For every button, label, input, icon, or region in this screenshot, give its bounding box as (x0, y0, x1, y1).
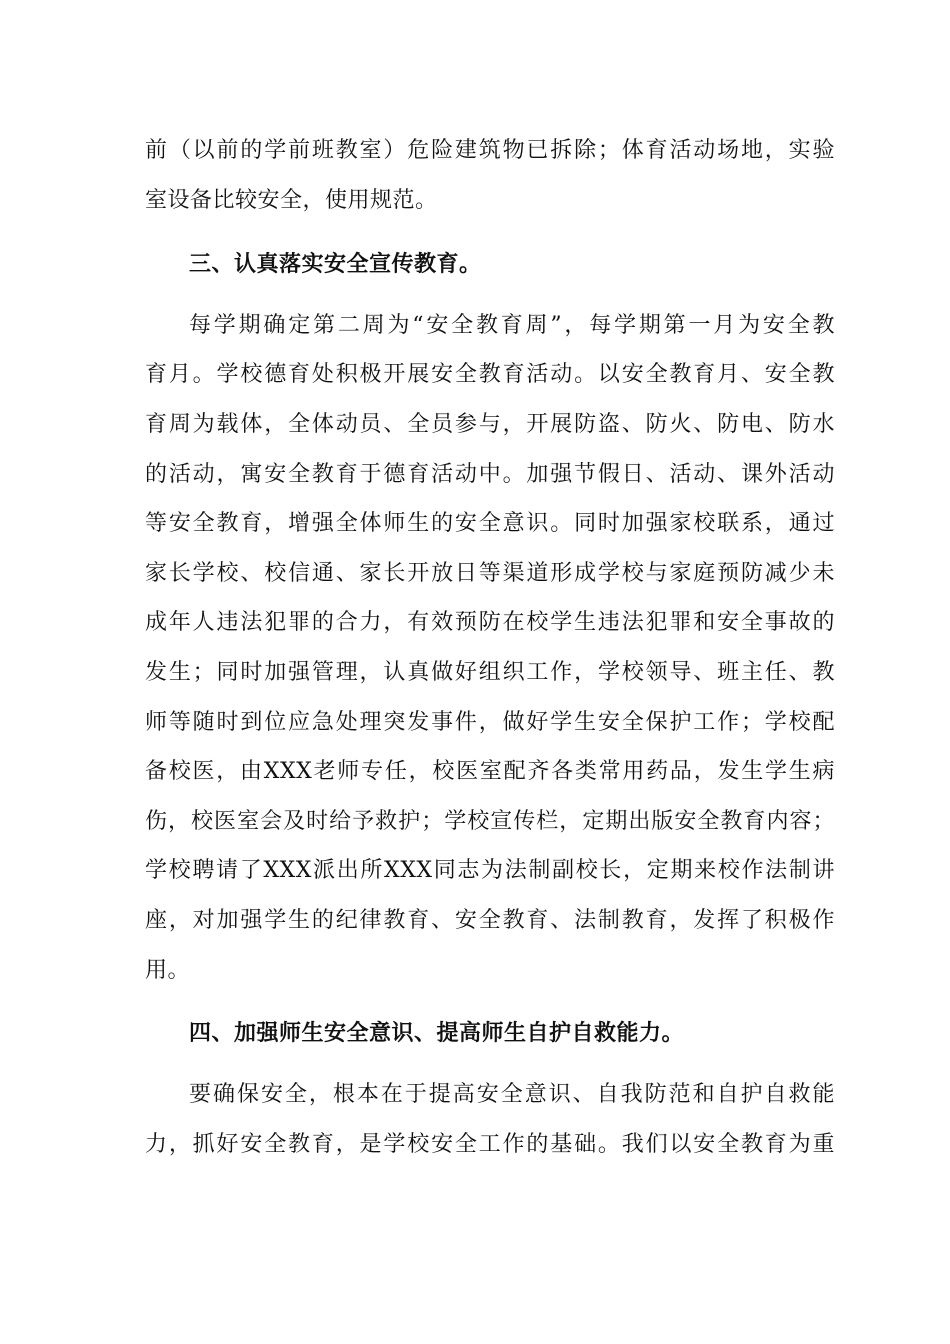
paragraph-line: 前（以前的学前班教室）危险建筑物已拆除；体育活动场地，实验 (145, 138, 835, 163)
section-heading: 三、认真落实安全宣传教育。 (189, 251, 482, 277)
section-heading: 四、加强师生安全意识、提高师生自护自救能力。 (189, 1020, 685, 1046)
paragraph-line: 要确保安全，根本在于提高安全意识、自我防范和自护自救能 (189, 1082, 835, 1107)
paragraph-line: 成年人违法犯罪的合力，有效预防在校学生违法犯罪和安全事故的 (145, 610, 835, 635)
paragraph-line: 育月。学校德育处积极开展安全教育活动。以安全教育月、安全教 (145, 362, 835, 387)
paragraph-line: 室设备比较安全，使用规范。 (145, 188, 438, 213)
paragraph-line: 育周为载体，全体动员、全员参与，开展防盗、防火、防电、防水 (145, 412, 835, 437)
paragraph-line: 师等随时到位应急处理突发事件，做好学生安全保护工作；学校配 (145, 710, 835, 735)
paragraph-line: 等安全教育，增强全体师生的安全意识。同时加强家校联系，通过 (145, 511, 835, 536)
paragraph-line: 发生；同时加强管理，认真做好组织工作，学校领导、班主任、教 (145, 660, 835, 685)
paragraph-line: 备校医，由XXX老师专任，校医室配齐各类常用药品，发生学生病 (145, 759, 835, 784)
paragraph-line: 每学期确定第二周为“安全教育周”，每学期第一月为安全教 (189, 313, 835, 338)
paragraph-line: 座，对加强学生的纪律教育、安全教育、法制教育，发挥了积极作 (145, 908, 835, 933)
paragraph-line: 伤，校医室会及时给予救护；学校宣传栏，定期出版安全教育内容； (145, 809, 835, 834)
paragraph-line: 的活动，寓安全教育于德育活动中。加强节假日、活动、课外活动 (145, 462, 835, 487)
paragraph-line: 力，抓好安全教育，是学校安全工作的基础。我们以安全教育为重 (145, 1132, 835, 1157)
paragraph-line: 家长学校、校信通、家长开放日等渠道形成学校与家庭预防减少未 (145, 561, 835, 586)
paragraph-line: 用。 (145, 958, 191, 983)
paragraph-line: 学校聘请了XXX派出所XXX同志为法制副校长，定期来校作法制讲 (145, 858, 835, 883)
